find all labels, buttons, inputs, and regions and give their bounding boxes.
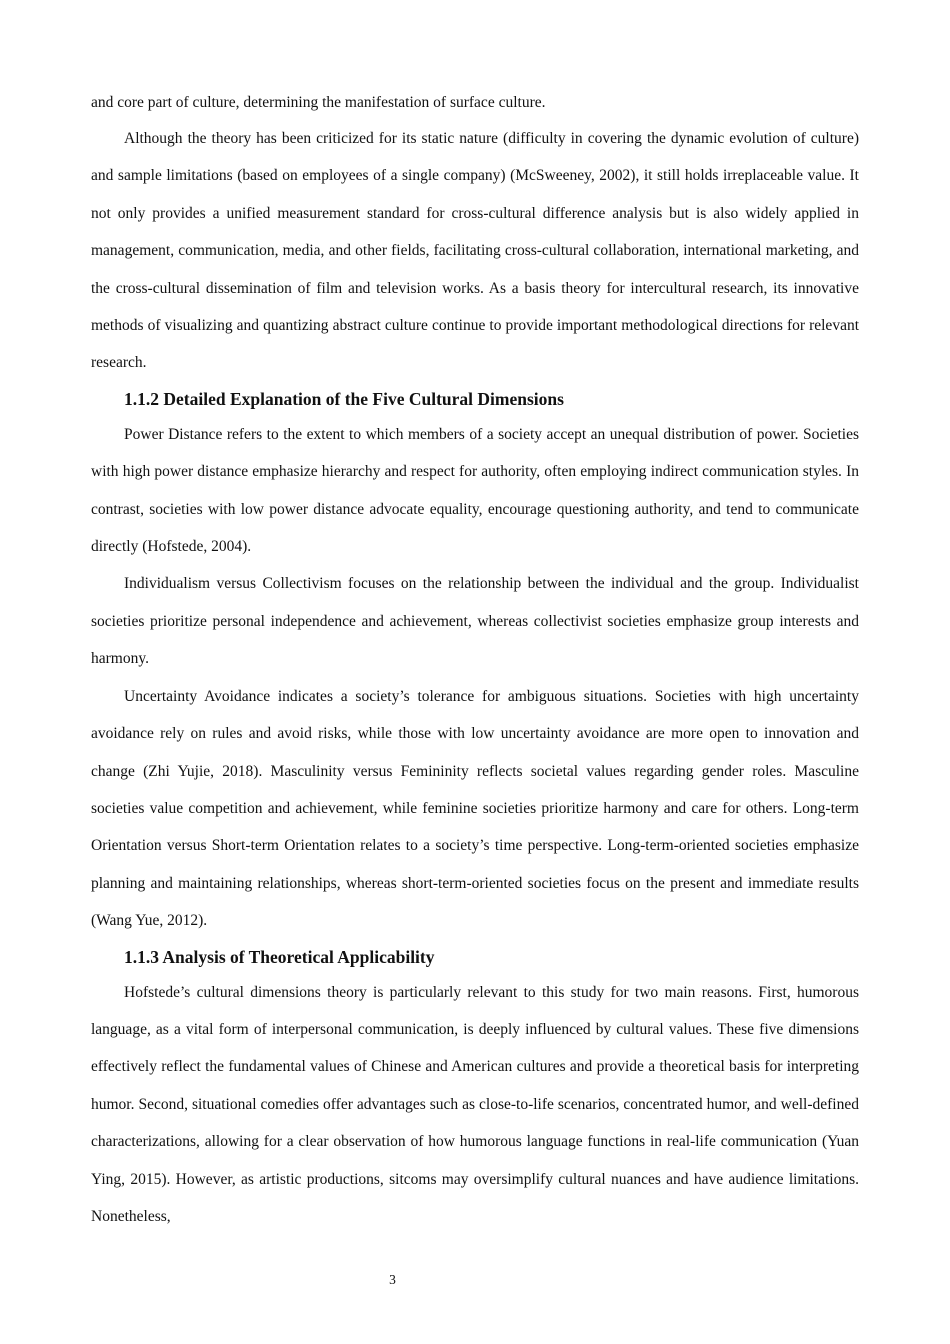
page-number: 3 (389, 1272, 396, 1287)
paragraph-continuation: and core part of culture, determining the manifestation of surface culture. (91, 94, 546, 111)
section-heading-1-1-2: 1.1.2 Detailed Explanation of the Five Cultural Dimensions (124, 388, 564, 409)
document-page (91, 88, 859, 1235)
paragraph-theory-criticism: Although the theory has been criticized for its static nature (difficulty in covering the dynamic evolution of culture) and sample limitations (based on employees of a single company) (McSweeney, 2002), it still holds irreplaceable value. It not only provides a unified measurement standard for cross-cultural difference analysis but is also widely applied in management, communication, media, and other fields, facilitating cross-cultural collaboration, international marketing, and the cross-cultural dissemination of film and television works. As a basis theory for intercultural research, its innovative methods of visualizing and quantizing abstract culture continue to provide important methodological directions for relevant research. (91, 130, 859, 372)
paragraph-power-distance: Power Distance refers to the extent to which members of a society accept an unequal distribution of power. Societies with high power distance emphasize hierarchy and respect for authority, often employing indirect communication styles. In contrast, societies with low power distance advocate equality, encourage questioning authority, and tend to communicate directly (Hofstede, 2004). (91, 425, 859, 556)
paragraph-uncertainty-avoidance: Uncertainty Avoidance indicates a society’s tolerance for ambiguous situations. Societies with high uncertainty avoidance rely on rules and avoid risks, while those with low uncertainty avoidance are more open to innovation and change (Zhi Yujie, 2018). Masculinity versus Femininity reflects societal values regarding gender roles. Masculine societies value competition and achievement, while feminine societies prioritize harmony and care for others. Long-term Orientation versus Short-term Orientation relates to a society’s time perspective. Long-term-oriented societies emphasize planning and maintaining relationships, whereas short-term-oriented societies focus on the present and immediate results (Wang Yue, 2012). (91, 687, 859, 930)
section-heading-1-1-3: 1.1.3 Analysis of Theoretical Applicability (124, 946, 435, 967)
paragraph-applicability: Hofstede’s cultural dimensions theory is particularly relevant to this study for two main reasons. First, humorous language, as a vital form of interpersonal communication, is deeply influenced by cultural values. These five dimensions effectively reflect the fundamental values of Chinese and American cultures and provide a theoretical basis for interpreting humor. Second, situational comedies offer advantages such as close-to-life scenarios, concentrated humor, and well-defined characterizations, allowing for a clear observation of how humorous language functions in real-life communication (Yuan Ying, 2015). However, as artistic productions, sitcoms may oversimplify cultural nuances and have audience limitations. Nonetheless, (91, 983, 859, 1225)
paragraph-individualism: Individualism versus Collectivism focuses on the relationship between the individual and the group. Individualist societies prioritize personal independence and achievement, whereas collectivist societies emphasize group interests and harmony. (91, 575, 859, 668)
